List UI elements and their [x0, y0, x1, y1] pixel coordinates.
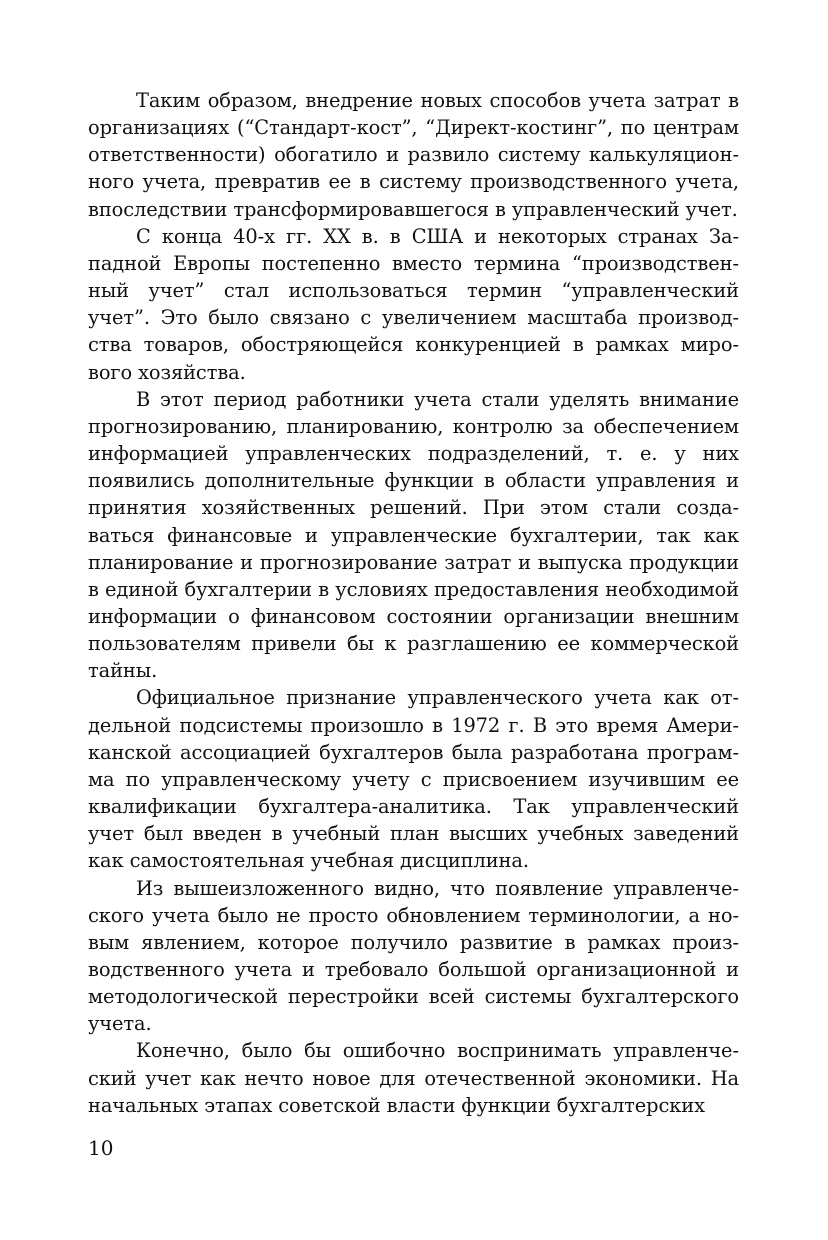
paragraph-5: Из вышеизложенного видно, что появление управленческого учета было не просто обновлением терминологии, а новым явлением, которое получило развитие в рамках производственного учета и требовало большой организационной и методологической перестройки всей системы бухгалтерского учета.: [88, 876, 739, 1036]
page-number: 10: [88, 1136, 114, 1160]
page-body: [88, 87, 739, 1119]
paragraph-6: Конечно, было бы ошибочно воспринимать управленческий учет как нечто новое для отечественной экономики. На начальных этапах советской власти функции бухгалтерских: [88, 1039, 739, 1117]
paragraph-3: В этот период работники учета стали уделять внимание прогнозированию, планированию, контролю за обеспечением информацией управленческих подразделений, т. е. у них появились дополнительные функции в области управления и принятия хозяйственных решений. При этом стали создаваться финансовые и управленческие бухгалтерии, так как планирование и прогнозирование затрат и выпуска продукции в единой бухгалтерии в условиях предоставления необходимой информации о финансовом состоянии организации внешним пользователям привели бы к разглашению ее коммерческой тайны.: [88, 387, 739, 683]
paragraph-1: Таким образом, внедрение новых способов учета затрат в организациях (“Стандарт-кост”, “Директ-костинг”, по центрам ответственности) обогатило и развило систему калькуляционного учета, превратив ее в систему производственного учета, впоследствии трансформировавшегося в управленческий учет.: [88, 89, 739, 221]
paragraph-4: Официальное признание управленческого учета как отдельной подсистемы произошло в 1972 г. В это время Американской ассоциацией бухгалтеров была разработана программа по управленческому учету с присвоением изучившим ее квалификации бухгалтера-аналитика. Так управленческий учет был введен в учебный план высших учебных заведений как самостоятельная учебная дисциплина.: [88, 686, 739, 873]
paragraph-2: С конца 40-х гг. XX в. в США и некоторых странах Западной Европы постепенно вместо термина “производственный учет” стал использоваться термин “управленческий учет”. Это было связано с увеличением масштаба производства товаров, обостряющейся конкуренцией в рамках мирового хозяйства.: [88, 224, 739, 384]
